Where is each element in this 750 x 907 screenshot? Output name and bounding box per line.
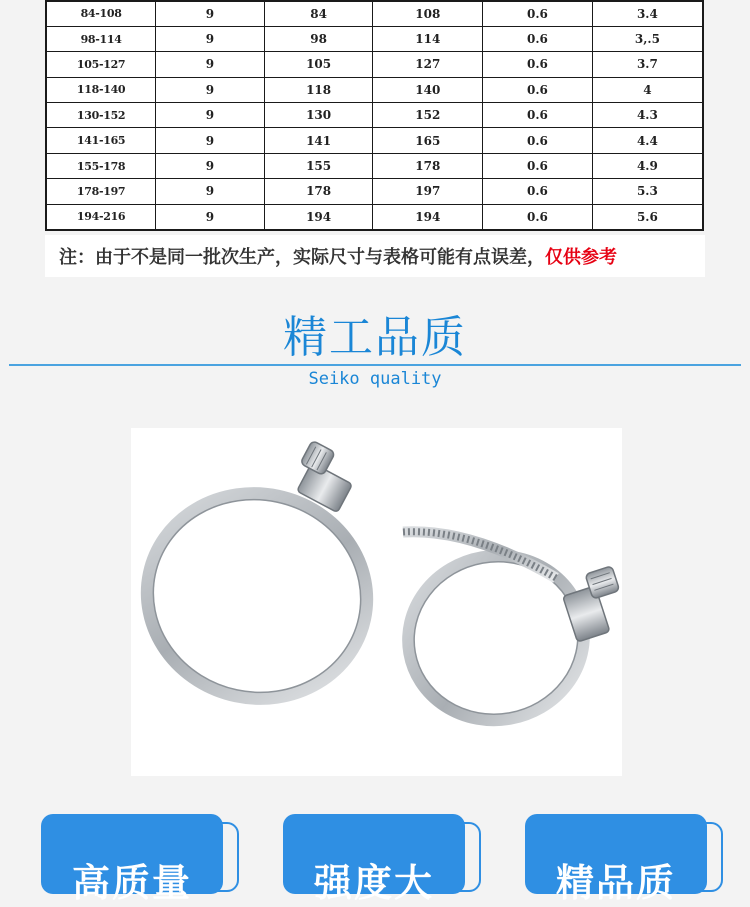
table-cell: 84 [264, 1, 373, 26]
table-row [46, 204, 703, 229]
table-cell: 118 [264, 77, 373, 102]
hose-clamp-image [131, 428, 622, 776]
table-cell: 130 [264, 103, 373, 128]
table-cell: 105 [264, 52, 373, 77]
table-cell: 0.6 [483, 77, 593, 102]
feature-card-craft [525, 814, 707, 905]
table-cell: 9 [156, 204, 265, 229]
table-cell: 0.6 [483, 128, 593, 153]
table-row [46, 179, 703, 204]
table-cell: 9 [156, 103, 265, 128]
clamp-housing-right [558, 566, 630, 642]
table-cell: 114 [373, 26, 483, 51]
table-cell: 178 [264, 179, 373, 204]
table-cell: 140 [373, 77, 483, 102]
table-cell: 0.6 [483, 204, 593, 229]
section-subtitle: Seiko quality [308, 369, 442, 389]
table-row [46, 26, 703, 51]
table-cell: 98-114 [46, 26, 156, 51]
table-cell: 9 [156, 52, 265, 77]
clamp-band-left [128, 473, 386, 718]
feature-label: 强度大 [313, 861, 434, 905]
disclaimer-warning: 仅供参考 [545, 247, 617, 268]
table-row [46, 103, 703, 128]
table-cell: 3.7 [592, 52, 703, 77]
table-cell: 194 [264, 204, 373, 229]
table-cell: 178-197 [46, 179, 156, 204]
table-cell: 165 [373, 128, 483, 153]
feature-card-quality [41, 814, 223, 905]
table-cell: 4.4 [592, 128, 703, 153]
table-cell: 130-152 [46, 103, 156, 128]
table-cell: 197 [373, 179, 483, 204]
table-cell: 3,.5 [592, 26, 703, 51]
table-cell: 9 [156, 26, 265, 51]
spec-table-body [46, 1, 703, 230]
table-cell: 105-127 [46, 52, 156, 77]
feature-card-strength [283, 814, 465, 905]
table-cell: 194-216 [46, 204, 156, 229]
table-cell: 9 [156, 179, 265, 204]
disclaimer-text: 注：由于不是同一批次生产，实际尺寸与表格可能有点误差， [59, 247, 545, 268]
feature-label: 高质量 [71, 861, 192, 905]
table-row [46, 52, 703, 77]
table-cell: 84-108 [46, 1, 156, 26]
table-cell: 9 [156, 1, 265, 26]
section-title: 精工品质 [283, 312, 467, 363]
table-cell: 9 [156, 77, 265, 102]
table-row [46, 128, 703, 153]
product-photo [131, 428, 622, 776]
disclaimer-note [45, 235, 705, 277]
table-cell: 9 [156, 128, 265, 153]
table-cell: 3.4 [592, 1, 703, 26]
table-cell: 0.6 [483, 52, 593, 77]
table-cell: 5.6 [592, 204, 703, 229]
clamp-band-right [395, 542, 597, 734]
table-cell: 98 [264, 26, 373, 51]
clamp-band-left-edge [135, 480, 378, 711]
table-cell: 141 [264, 128, 373, 153]
table-cell: 108 [373, 1, 483, 26]
table-cell: 0.6 [483, 103, 593, 128]
table-cell: 0.6 [483, 179, 593, 204]
table-cell: 0.6 [483, 153, 593, 178]
spec-table-container [45, 0, 705, 231]
table-cell: 155-178 [46, 153, 156, 178]
table-cell: 4 [592, 77, 703, 102]
table-cell: 152 [373, 103, 483, 128]
table-cell: 118-140 [46, 77, 156, 102]
table-cell: 0.6 [483, 26, 593, 51]
table-row [46, 77, 703, 102]
table-row [46, 1, 703, 26]
table-cell: 5.3 [592, 179, 703, 204]
feature-label: 精品质 [555, 861, 676, 905]
table-cell: 0.6 [483, 1, 593, 26]
table-cell: 4.9 [592, 153, 703, 178]
section-divider [9, 364, 741, 366]
spec-table [45, 0, 704, 231]
table-cell: 194 [373, 204, 483, 229]
table-cell: 155 [264, 153, 373, 178]
table-cell: 4.3 [592, 103, 703, 128]
table-cell: 127 [373, 52, 483, 77]
table-cell: 9 [156, 153, 265, 178]
table-row [46, 153, 703, 178]
table-cell: 178 [373, 153, 483, 178]
table-cell: 141-165 [46, 128, 156, 153]
